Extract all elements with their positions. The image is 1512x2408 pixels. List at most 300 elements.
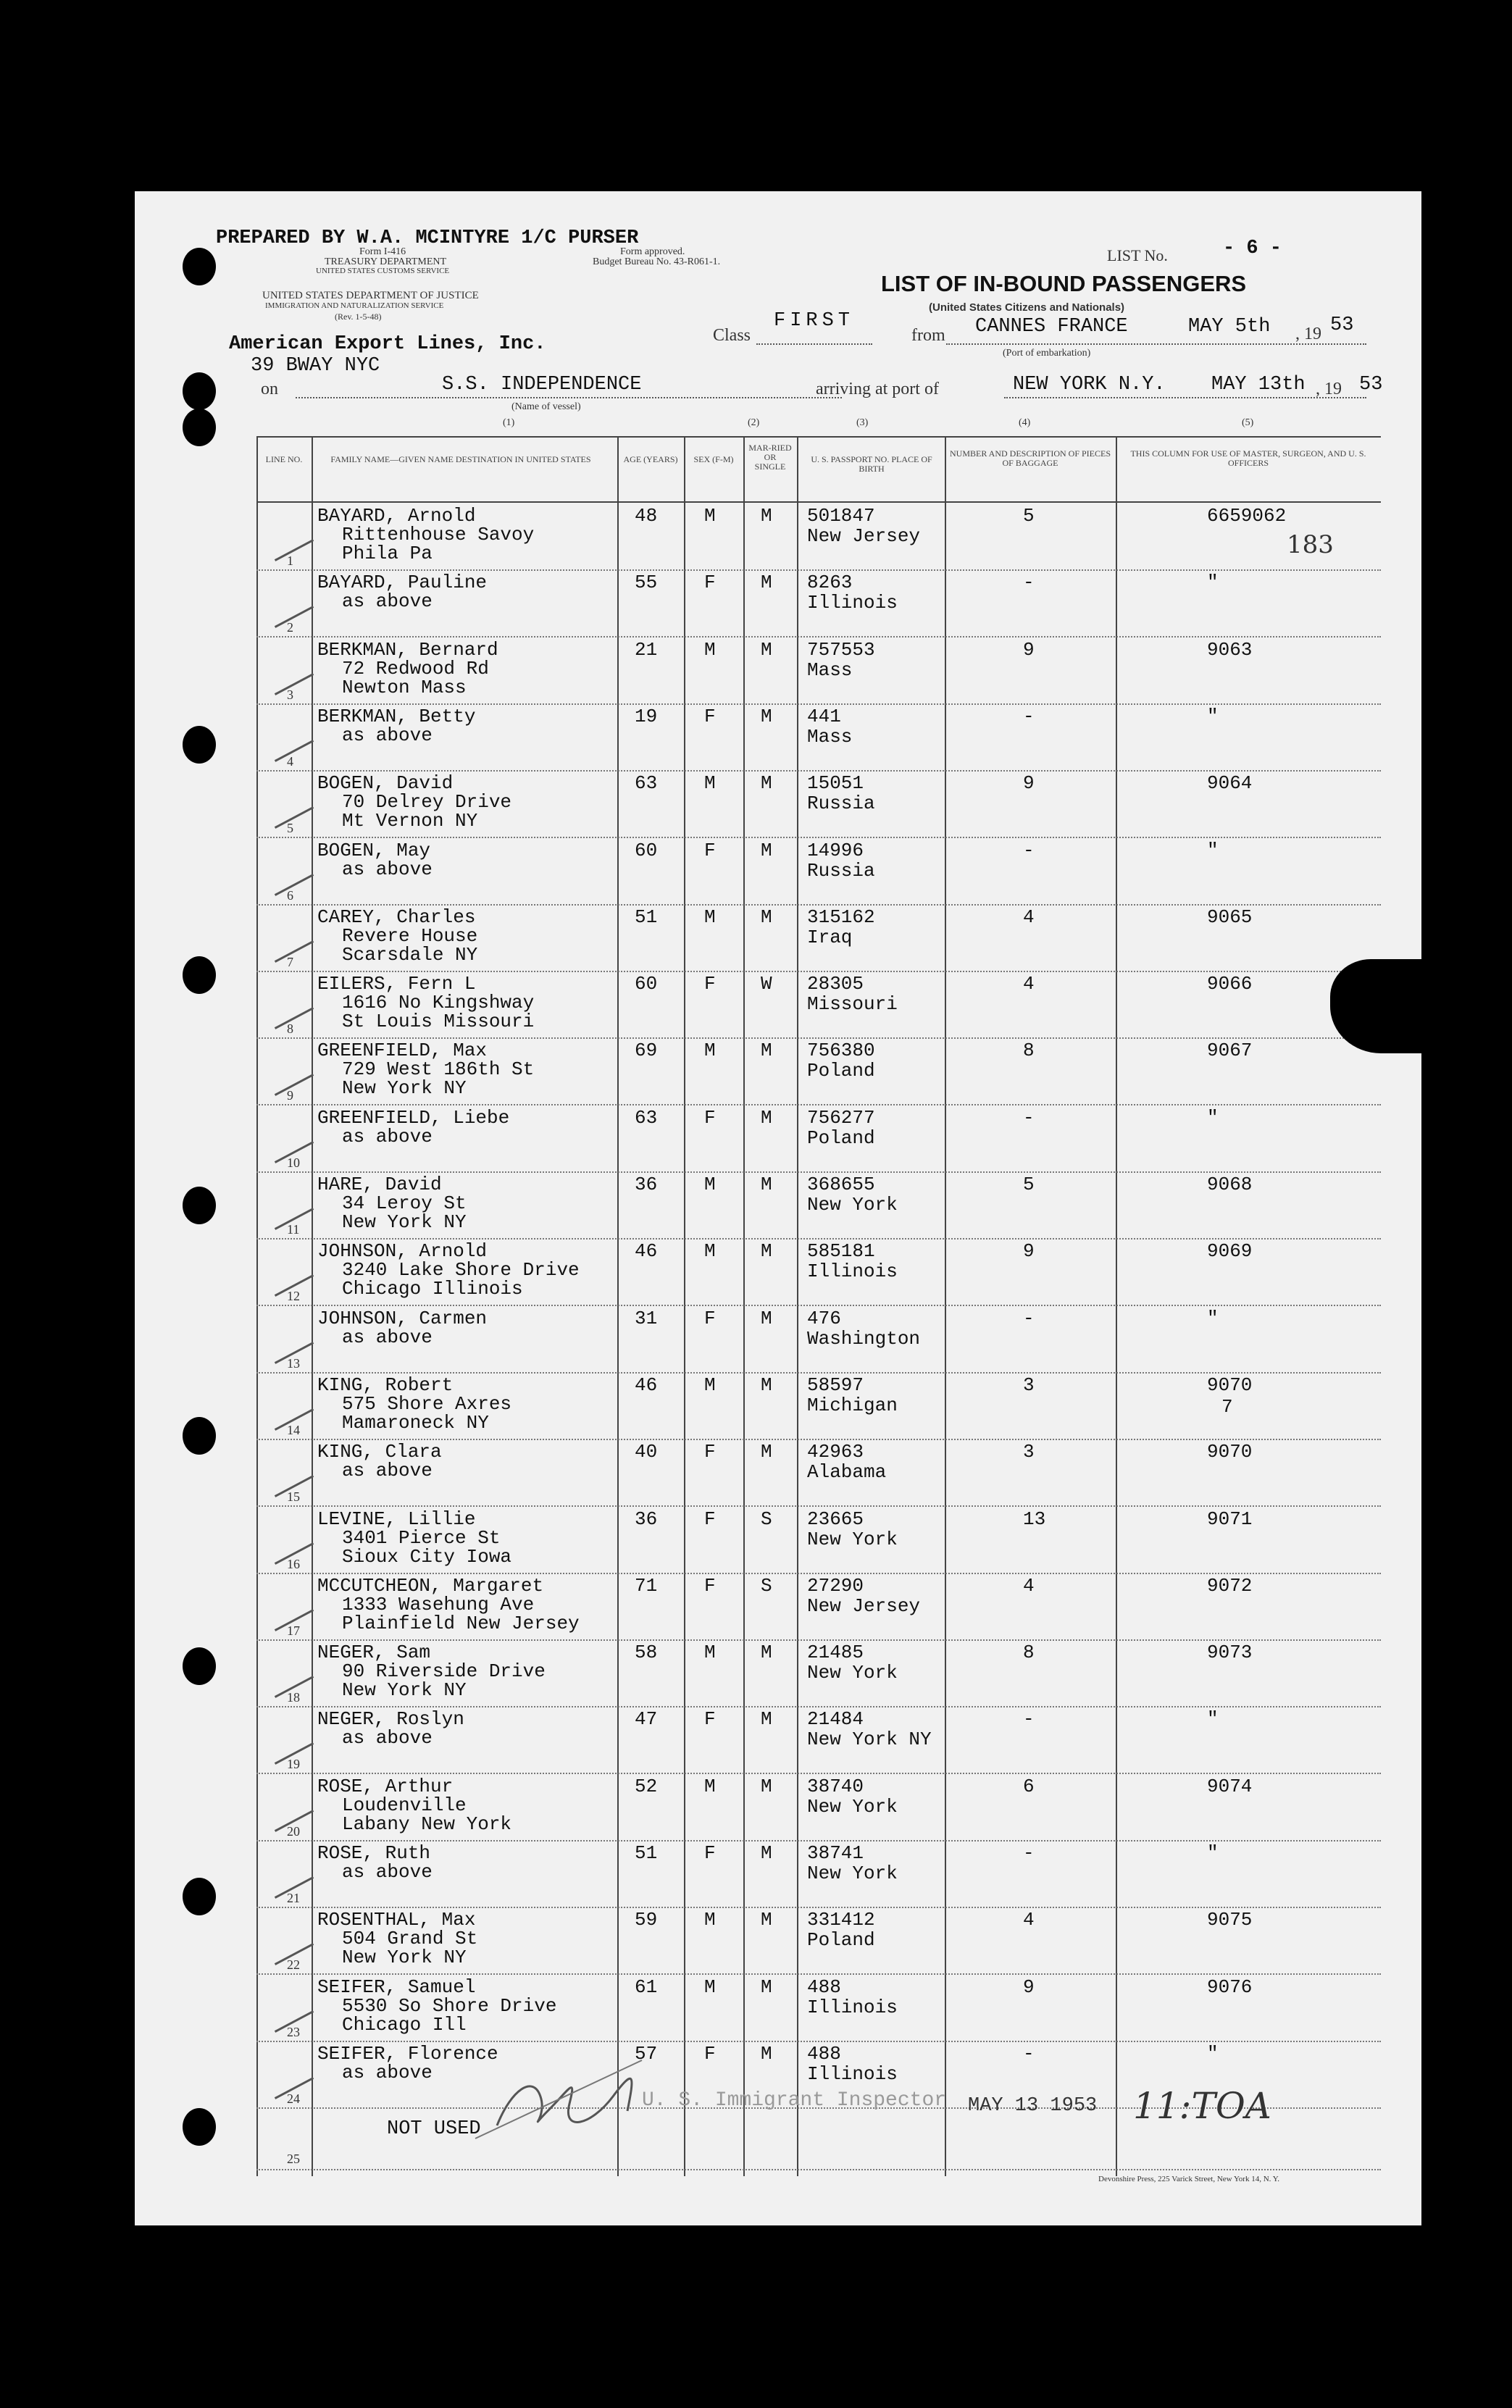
passenger-age: 46 (635, 1374, 658, 1396)
passport-number: 15051 (807, 772, 864, 795)
passenger-marital: M (761, 1642, 772, 1664)
not-used-label: NOT USED (387, 2118, 481, 2140)
passenger-address-2: Sioux City Iowa (342, 1545, 512, 1568)
passenger-address-1: 1616 No Kingshway (342, 992, 535, 1014)
passenger-address-2: New York NY (342, 1077, 467, 1100)
baggage-count: 9 (1023, 772, 1035, 795)
passenger-marital: M (761, 1307, 772, 1329)
place-of-birth: Iraq (807, 926, 853, 948)
from-year-prefix: , 19 (1295, 325, 1321, 343)
officer-notation: 9070 (1207, 1441, 1253, 1463)
handwritten-note: 11:TOA (1133, 2085, 1271, 2127)
line-number: 20 (287, 1823, 300, 1839)
line-number: 10 (287, 1155, 300, 1170)
passenger-address-1: 3401 Pierce St (342, 1526, 501, 1549)
passenger-age: 63 (635, 1106, 658, 1129)
arrival-year: 53 (1359, 374, 1383, 396)
line-number: 6 (287, 887, 293, 903)
passenger-address-1: 575 Shore Axres (342, 1392, 512, 1415)
place-of-birth: New York (807, 1795, 898, 1818)
baggage-count: 9 (1023, 1976, 1035, 1998)
col-header-name: FAMILY NAME—GIVEN NAME DESTINATION IN UNITED STATES (330, 454, 591, 464)
col-num: (1) (503, 417, 515, 428)
passenger-name: NEGER, Sam (317, 1642, 431, 1664)
officer-notation: 9065 (1207, 906, 1253, 928)
passenger-marital: S (761, 1508, 772, 1530)
king-note: 7 (1221, 1395, 1233, 1418)
passenger-age: 31 (635, 1307, 658, 1329)
passenger-sex: F (704, 572, 716, 594)
officer-notation: 9068 (1207, 1174, 1253, 1195)
place-of-birth: New York (807, 1863, 898, 1884)
passport-number: 315162 (807, 906, 875, 928)
passenger-address-2: Phila Pa (342, 543, 433, 564)
line-number: 15 (287, 1489, 300, 1505)
officer-notation: 9076 (1207, 1976, 1253, 1998)
officer-notation: 9070 (1207, 1374, 1253, 1396)
officer-notation: 9066 (1207, 973, 1253, 995)
passenger-sex: F (704, 1307, 716, 1329)
place-of-birth: Michigan (807, 1394, 898, 1416)
passenger-address-2: New York NY (342, 1679, 467, 1702)
passenger-sex: F (704, 973, 716, 995)
passenger-name: MCCUTCHEON, Margaret (317, 1574, 544, 1597)
company-address: 39 BWAY NYC (251, 355, 380, 377)
officer-notation: " (1207, 2042, 1219, 2065)
arrival-line (1004, 397, 1366, 398)
passenger-address-1: Revere House (342, 924, 478, 947)
passenger-sex: F (704, 1508, 716, 1530)
passenger-address-1: 72 Redwood Rd (342, 657, 489, 680)
officer-notation: 9064 (1207, 772, 1253, 795)
place-of-birth: Russia (807, 793, 875, 815)
passenger-sex: M (704, 1642, 716, 1664)
passenger-sex: F (704, 705, 716, 727)
row-divider (256, 1773, 1381, 1775)
passenger-name: SEIFER, Samuel (317, 1976, 476, 1998)
passport-number: 21484 (807, 1708, 864, 1731)
from-year: 53 (1330, 314, 1354, 336)
place-of-birth: Poland (807, 1060, 875, 1082)
col-num: (5) (1242, 417, 1254, 428)
officer-notation: 9069 (1207, 1240, 1253, 1263)
officer-notation: " (1207, 839, 1219, 861)
passenger-address-1: 729 West 186th St (342, 1058, 535, 1081)
passenger-address-1: as above (342, 1861, 433, 1883)
officer-notation: 9072 (1207, 1574, 1253, 1597)
baggage-count: 3 (1023, 1441, 1035, 1463)
passenger-marital: M (761, 1240, 772, 1263)
class-line (756, 343, 872, 345)
line-number-25: 25 (287, 2152, 300, 2166)
passenger-marital: M (761, 505, 772, 527)
passenger-sex: F (704, 1106, 716, 1129)
arrival-date: MAY 13th (1211, 374, 1306, 396)
place-of-birth: Poland (807, 1126, 875, 1149)
passenger-address-1: Loudenville (342, 1794, 467, 1816)
col-header-baggage: NUMBER AND DESCRIPTION OF PIECES OF BAGGAGE (949, 448, 1111, 468)
baggage-count: - (1023, 705, 1035, 727)
list-no-label: LIST No. (1107, 246, 1168, 264)
passenger-address-1: as above (342, 1125, 433, 1147)
inspector-stamp-date: MAY 13 1953 (968, 2095, 1098, 2117)
line-number: 4 (287, 753, 293, 769)
prepared-by: PREPARED BY W.A. MCINTYRE 1/C PURSER (216, 227, 639, 249)
passenger-name: LEVINE, Lillie (317, 1508, 476, 1530)
baggage-count: 4 (1023, 906, 1035, 928)
baggage-count: 6 (1023, 1775, 1035, 1797)
col-num: (4) (1019, 417, 1031, 428)
side-note: 183 (1287, 530, 1334, 559)
passenger-address-2: Plainfield New Jersey (342, 1612, 580, 1634)
line-number: 9 (287, 1088, 293, 1103)
passenger-sex: F (704, 2042, 716, 2065)
line-number: 8 (287, 1021, 293, 1037)
passenger-age: 46 (635, 1240, 658, 1263)
passport-number: 756380 (807, 1040, 875, 1062)
passenger-age: 59 (635, 1909, 658, 1931)
passenger-age: 21 (635, 638, 658, 661)
passenger-sex: F (704, 1708, 716, 1731)
col-num: (3) (856, 417, 869, 428)
passport-number: 38740 (807, 1775, 864, 1797)
passenger-age: 48 (635, 505, 658, 527)
vessel-name: S.S. INDEPENDENCE (442, 374, 642, 396)
passenger-name: JOHNSON, Arnold (317, 1240, 488, 1263)
passenger-age: 36 (635, 1174, 658, 1195)
row-divider (256, 1973, 1381, 1976)
passenger-address-1: 70 Delrey Drive (342, 791, 512, 814)
line-number: 16 (287, 1556, 300, 1571)
passenger-address-1: 90 Riverside Drive (342, 1660, 546, 1683)
from-line (946, 343, 1366, 345)
row-divider (256, 1505, 1381, 1508)
punch-hole (183, 956, 216, 994)
inspector-stamp: U. S. Immigrant Inspector (642, 2089, 947, 2112)
tally-mark (275, 940, 314, 963)
printer-imprint: Devonshire Press, 225 Varick Street, New York 14, N. Y. (1098, 2175, 1280, 2183)
officer-notation: 9071 (1207, 1508, 1253, 1530)
ins-service: IMMIGRATION AND NATURALIZATION SERVICE (265, 301, 444, 310)
passenger-address-1: as above (342, 590, 433, 613)
line-number: 23 (287, 2024, 300, 2039)
col-header-passport: U. S. PASSPORT NO. PLACE OF BIRTH (811, 454, 932, 474)
line-number: 1 (287, 553, 293, 568)
punch-hole (183, 409, 216, 446)
punch-hole (183, 372, 216, 410)
passenger-age: 51 (635, 906, 658, 928)
passenger-marital: W (761, 973, 772, 995)
passenger-age: 57 (635, 2042, 658, 2065)
from-label: from (911, 326, 945, 345)
company-name: American Export Lines, Inc. (229, 333, 546, 355)
tally-mark (275, 606, 314, 628)
passport-number: 585181 (807, 1240, 875, 1263)
officer-notation: " (1207, 572, 1219, 594)
punch-hole (183, 726, 216, 764)
officer-notation: 6659062 (1207, 505, 1287, 527)
line-number: 7 (287, 954, 293, 969)
line-number: 13 (287, 1355, 300, 1371)
vessel-label: (Name of vessel) (511, 401, 581, 412)
passenger-name: KING, Clara (317, 1441, 442, 1463)
row-divider (256, 837, 1381, 839)
passenger-marital: S (761, 1574, 772, 1597)
passenger-address-1: 5530 So Shore Drive (342, 1994, 557, 2017)
passenger-sex: M (704, 1976, 716, 1998)
passenger-marital: M (761, 906, 772, 928)
place-of-birth: New York (807, 1194, 898, 1216)
baggage-count: - (1023, 1106, 1035, 1129)
line-number: 17 (287, 1623, 300, 1638)
line-number: 21 (287, 1891, 300, 1905)
baggage-count: - (1023, 1842, 1035, 1864)
line-number: 11 (287, 1222, 300, 1237)
from-port: CANNES FRANCE (975, 316, 1128, 338)
passport-number: 757553 (807, 638, 875, 661)
passenger-name: ROSE, Ruth (317, 1842, 431, 1864)
col-header-officers: THIS COLUMN FOR USE OF MASTER, SURGEON, AND U. S. OFFICERS (1130, 448, 1366, 468)
passenger-name: BOGEN, David (317, 772, 454, 795)
baggage-count: - (1023, 572, 1035, 594)
col-header-sex: SEX (F-M) (693, 454, 734, 464)
passenger-age: 40 (635, 1441, 658, 1463)
passenger-address-2: Chicago Illinois (342, 1278, 523, 1300)
baggage-count: 3 (1023, 1374, 1035, 1396)
arriving-label: arriving at port of (816, 380, 939, 398)
passenger-address-1: 1333 Wasehung Ave (342, 1593, 535, 1615)
officer-notation: " (1207, 705, 1219, 727)
passport-number: 21485 (807, 1642, 864, 1664)
tally-mark (275, 1007, 314, 1029)
passenger-address-2: Newton Mass (342, 676, 467, 698)
place-of-birth: Illinois (807, 2062, 898, 2085)
passenger-age: 55 (635, 572, 658, 594)
passenger-sex: M (704, 1909, 716, 1931)
passenger-name: ROSENTHAL, Max (317, 1909, 476, 1931)
passport-number: 441 (807, 705, 841, 727)
passenger-name: BOGEN, May (317, 839, 431, 861)
passenger-age: 60 (635, 839, 658, 861)
arrival-year-prefix: , 19 (1316, 380, 1342, 398)
passport-number: 501847 (807, 505, 875, 527)
passenger-sex: M (704, 1374, 716, 1396)
officer-notation: 9067 (1207, 1040, 1253, 1062)
officer-notation: " (1207, 1842, 1219, 1864)
customs-service: UNITED STATES CUSTOMS SERVICE (316, 267, 450, 275)
passenger-address-2: Chicago Ill (342, 2013, 467, 2036)
justice-dept: UNITED STATES DEPARTMENT OF JUSTICE (262, 290, 479, 301)
form-subtitle: (United States Citizens and Nationals) (929, 301, 1125, 314)
passenger-age: 60 (635, 973, 658, 995)
place-of-birth: Missouri (807, 993, 898, 1016)
passenger-age: 51 (635, 1842, 658, 1864)
place-of-birth: Illinois (807, 592, 898, 614)
form-approved: Form approved. (620, 246, 685, 257)
passenger-address-2: New York NY (342, 1947, 467, 1969)
officer-notation: " (1207, 1708, 1219, 1731)
baggage-count: 13 (1023, 1508, 1046, 1530)
line-number: 19 (287, 1757, 300, 1772)
line-number: 3 (287, 687, 293, 702)
passenger-address-1: 34 Leroy St (342, 1192, 467, 1214)
passport-number: 488 (807, 2042, 841, 2065)
passenger-name: BERKMAN, Betty (317, 705, 476, 727)
passport-number: 756277 (807, 1106, 875, 1129)
line-number: 14 (287, 1422, 300, 1437)
passenger-sex: F (704, 839, 716, 861)
baggage-count: 5 (1023, 1174, 1035, 1195)
passenger-address-1: as above (342, 724, 433, 746)
baggage-count: 9 (1023, 638, 1035, 661)
from-date: MAY 5th (1188, 316, 1271, 338)
passenger-name: HARE, David (317, 1174, 442, 1195)
passenger-marital: M (761, 1374, 772, 1396)
col-header-line-no: LINE NO. (265, 454, 303, 464)
passenger-marital: M (761, 638, 772, 661)
on-label: on (261, 380, 278, 398)
passport-number: 27290 (807, 1574, 864, 1597)
row-divider (256, 636, 1381, 638)
passenger-address-2: Mamaroneck NY (342, 1411, 489, 1434)
passenger-marital: M (761, 772, 772, 795)
punch-hole (183, 1417, 216, 1455)
passenger-marital: M (761, 1842, 772, 1864)
manifest-page (135, 191, 1421, 2225)
passport-number: 23665 (807, 1508, 864, 1530)
passenger-name: SEIFER, Florence (317, 2042, 498, 2065)
officer-notation: " (1207, 1307, 1219, 1329)
baggage-count: 4 (1023, 1574, 1035, 1597)
punch-hole (183, 1187, 216, 1224)
passenger-address-1: as above (342, 1460, 433, 1482)
treasury-dept: TREASURY DEPARTMENT (325, 256, 447, 267)
passport-number: 331412 (807, 1909, 875, 1931)
place-of-birth: Alabama (807, 1461, 887, 1484)
passenger-address-1: as above (342, 1727, 433, 1749)
passenger-name: BERKMAN, Bernard (317, 638, 498, 661)
passenger-name: JOHNSON, Carmen (317, 1307, 488, 1329)
col-header-age: AGE (YEARS) (623, 454, 678, 464)
passenger-marital: M (761, 572, 772, 594)
passenger-name: BAYARD, Arnold (317, 505, 476, 527)
passenger-marital: M (761, 1106, 772, 1129)
baggage-count: 4 (1023, 973, 1035, 995)
passenger-age: 71 (635, 1574, 658, 1597)
officer-notation: 9075 (1207, 1909, 1253, 1931)
class-value: FIRST (774, 310, 855, 332)
passenger-sex: M (704, 1240, 716, 1263)
passenger-address-1: as above (342, 858, 433, 880)
passenger-marital: M (761, 1174, 772, 1195)
form-title: LIST OF IN-BOUND PASSENGERS (881, 271, 1247, 296)
place-of-birth: Russia (807, 859, 875, 882)
passport-number: 488 (807, 1976, 841, 1998)
passport-number: 28305 (807, 973, 864, 995)
place-of-birth: Washington (807, 1327, 921, 1350)
passenger-name: GREENFIELD, Max (317, 1040, 488, 1062)
baggage-count: 8 (1023, 1642, 1035, 1664)
passenger-sex: M (704, 505, 716, 527)
baggage-count: 5 (1023, 505, 1035, 527)
passenger-marital: M (761, 1775, 772, 1797)
tally-mark (275, 740, 314, 762)
revision: (Rev. 1-5-48) (335, 312, 382, 322)
passenger-marital: M (761, 839, 772, 861)
passenger-age: 52 (635, 1775, 658, 1797)
passenger-address-2: Scarsdale NY (342, 943, 478, 966)
passenger-address-2: Labany New York (342, 1813, 512, 1835)
passenger-age: 61 (635, 1976, 658, 1998)
officer-notation: 9073 (1207, 1642, 1253, 1664)
passenger-name: KING, Robert (317, 1374, 454, 1396)
place-of-birth: New Jersey (807, 1594, 921, 1617)
passport-number: 476 (807, 1307, 841, 1329)
passport-number: 58597 (807, 1374, 864, 1396)
line-number: 22 (287, 1957, 300, 1973)
col-num: (2) (748, 417, 760, 428)
passport-number: 42963 (807, 1441, 864, 1463)
passenger-sex: M (704, 772, 716, 795)
line-number: 5 (287, 821, 293, 836)
officer-notation: " (1207, 1106, 1219, 1129)
baggage-count: - (1023, 2042, 1035, 2065)
line-number: 2 (287, 620, 293, 635)
passenger-address-2: New York NY (342, 1211, 467, 1233)
passenger-marital: M (761, 2042, 772, 2065)
passenger-sex: F (704, 1574, 716, 1597)
place-of-birth: Poland (807, 1929, 875, 1952)
passenger-age: 36 (635, 1508, 658, 1530)
place-of-birth: Illinois (807, 1261, 898, 1283)
baggage-count: - (1023, 839, 1035, 861)
baggage-count: 4 (1023, 1909, 1035, 1931)
passenger-age: 47 (635, 1708, 658, 1731)
col-header-married: MAR-RIED OR SINGLE (748, 443, 792, 472)
passenger-marital: M (761, 1441, 772, 1463)
passenger-sex: M (704, 1174, 716, 1195)
tally-mark (275, 673, 314, 695)
row-divider (256, 1305, 1381, 1307)
arrival-port: NEW YORK N.Y. (1013, 374, 1166, 396)
officer-notation: 9074 (1207, 1775, 1253, 1797)
passenger-marital: M (761, 1909, 772, 1931)
passport-number: 38741 (807, 1842, 864, 1864)
place-of-birth: Mass (807, 725, 853, 748)
place-of-birth: Illinois (807, 1996, 898, 2018)
passenger-address-1: Rittenhouse Savoy (342, 524, 535, 545)
tally-mark (275, 806, 314, 829)
passenger-name: BAYARD, Pauline (317, 572, 488, 594)
passenger-address-1: 3240 Lake Shore Drive (342, 1259, 580, 1282)
punch-hole (183, 248, 216, 285)
budget-bureau: Budget Bureau No. 43-R061-1. (593, 256, 721, 267)
table-top-rule (256, 436, 1381, 438)
line-number: 12 (287, 1289, 300, 1304)
tally-mark (275, 1074, 314, 1096)
passenger-sex: F (704, 1842, 716, 1864)
line-number: 24 (287, 2091, 300, 2106)
table-header-rule (256, 501, 1381, 503)
passenger-marital: M (761, 1040, 772, 1062)
passenger-name: CAREY, Charles (317, 906, 476, 928)
passenger-address-2: Mt Vernon NY (342, 810, 478, 832)
class-label: Class (713, 326, 751, 345)
passenger-address-1: as above (342, 1326, 433, 1348)
vessel-line (296, 397, 842, 398)
port-embark-label: (Port of embarkation) (1003, 348, 1091, 359)
passenger-sex: M (704, 906, 716, 928)
